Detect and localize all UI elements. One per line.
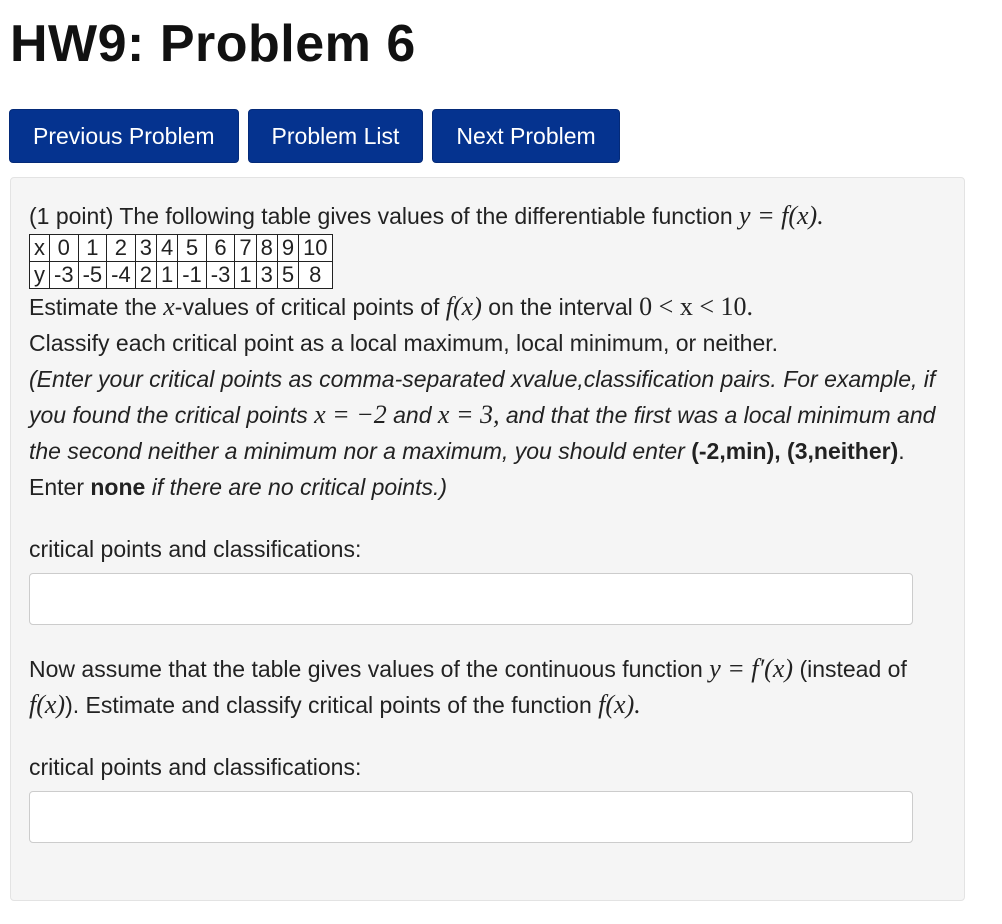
- q2-text-a: Now assume that the table gives values of the continuous function: [29, 656, 703, 682]
- y-value-cell: 2: [135, 262, 156, 289]
- q1-text-a: Estimate the: [29, 294, 157, 320]
- y-value-cell: 1: [235, 262, 256, 289]
- hint-text-d: if there are no critical points.): [151, 474, 448, 500]
- q1-text-b: -values of critical points of: [174, 294, 440, 320]
- y-value-cell: -5: [78, 262, 107, 289]
- problem-intro: [29, 198, 949, 234]
- x-value-cell: 6: [206, 235, 235, 262]
- x-value-cell: 1: [78, 235, 107, 262]
- entry-hint: [29, 361, 949, 505]
- answer-1-input[interactable]: [29, 573, 913, 625]
- q2-text-b: (instead of: [799, 656, 907, 682]
- previous-problem-button[interactable]: Previous Problem: [9, 109, 239, 163]
- problem-body: [29, 198, 949, 843]
- values-table: [29, 234, 333, 289]
- y-value-cell: 8: [299, 262, 332, 289]
- x-value-cell: 3: [135, 235, 156, 262]
- hint-none: none: [90, 474, 146, 500]
- x-value-cell: 0: [50, 235, 79, 262]
- problem-panel: [10, 177, 965, 901]
- x-value-cell: 2: [107, 235, 136, 262]
- function-equation: y = f(x).: [739, 201, 824, 230]
- x-value-cell: 9: [277, 235, 298, 262]
- next-problem-button[interactable]: Next Problem: [432, 109, 619, 163]
- y-value-cell: -3: [50, 262, 79, 289]
- q1-text-c: on the interval: [488, 294, 633, 320]
- q2-text-c: ). Estimate and classify critical points of the function: [65, 692, 592, 718]
- hint-and: and: [393, 402, 432, 428]
- hint-text-b: and that the first was a local minimum and the second neither a minimum nor a maximum, you should enter: [29, 402, 936, 464]
- q2-fx2: f(x).: [598, 690, 641, 719]
- q2-equation: y = f′(x): [709, 654, 794, 683]
- x-value-cell: 5: [178, 235, 207, 262]
- answer-2-input[interactable]: [29, 791, 913, 843]
- hint-x1: x = −2: [314, 400, 387, 429]
- page-title: HW9: Problem 6: [10, 15, 416, 73]
- question-2: [29, 651, 949, 723]
- problem-list-button[interactable]: Problem List: [248, 109, 424, 163]
- x-value-cell: 4: [156, 235, 177, 262]
- x-value-cell: 7: [235, 235, 256, 262]
- question-1: [29, 289, 949, 325]
- y-value-cell: 1: [156, 262, 177, 289]
- y-value-cell: -4: [107, 262, 136, 289]
- x-header-cell: x: [30, 235, 50, 262]
- hint-text-a: (Enter your critical points as comma-separated xvalue,classification pairs. For example, if you found the critical points: [29, 366, 936, 428]
- y-value-cell: 5: [277, 262, 298, 289]
- q2-fx: f(x): [29, 690, 66, 719]
- y-value-cell: -1: [178, 262, 207, 289]
- answer-2-label: critical points and classifications:: [29, 754, 362, 780]
- y-header-cell: y: [30, 262, 50, 289]
- intro-text: The following table gives values of the differentiable function: [119, 203, 733, 229]
- hint-text-c: . Enter: [29, 438, 905, 500]
- y-value-cell: 3: [256, 262, 277, 289]
- question-1-line2: Classify each critical point as a local maximum, local minimum, or neither.: [29, 330, 779, 356]
- q1-x-symbol: x: [163, 292, 175, 321]
- hint-example: (-2,min), (3,neither): [691, 438, 899, 464]
- points-label: (1 point): [29, 203, 114, 229]
- q1-interval: 0 < x < 10.: [639, 292, 753, 321]
- q1-fx: f(x): [445, 292, 482, 321]
- x-row: [30, 235, 333, 262]
- hint-x2: x = 3,: [437, 400, 500, 429]
- x-value-cell: 10: [299, 235, 332, 262]
- answer-1-label: critical points and classifications:: [29, 536, 362, 562]
- y-value-cell: -3: [206, 262, 235, 289]
- problem-nav: [9, 109, 629, 163]
- y-row: [30, 262, 333, 289]
- x-value-cell: 8: [256, 235, 277, 262]
